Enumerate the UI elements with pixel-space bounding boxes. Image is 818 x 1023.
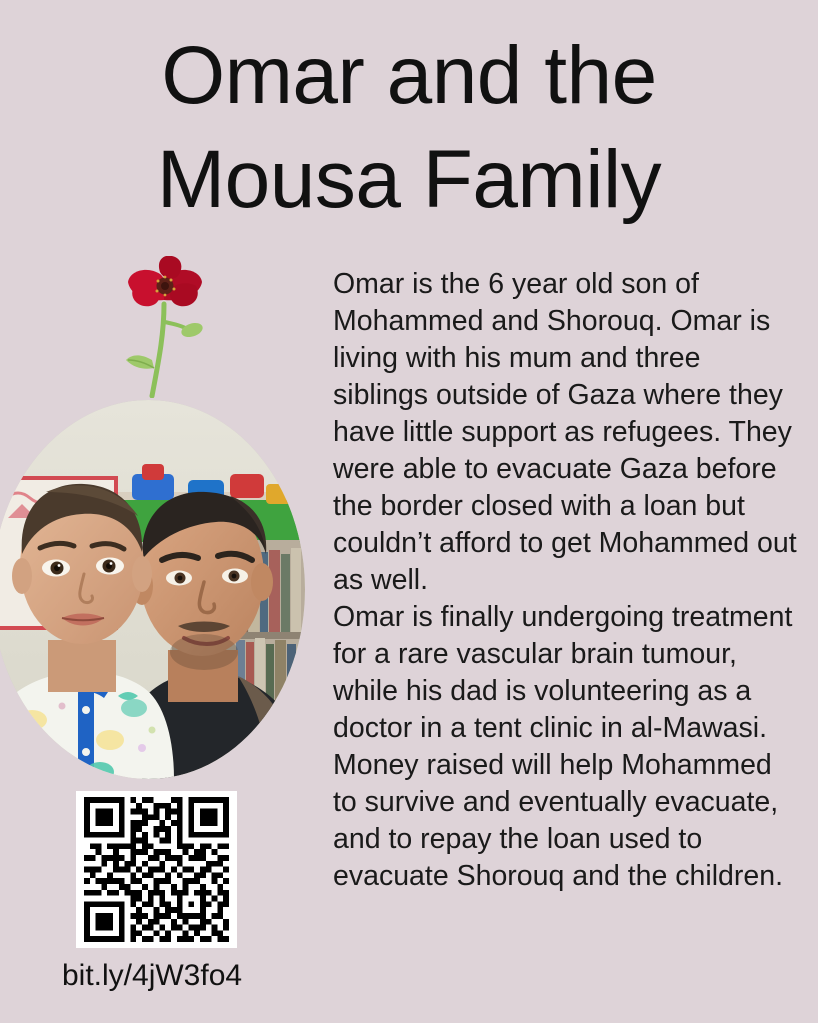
- story-text: [333, 266, 803, 895]
- page-title: [0, 24, 818, 232]
- page-title-line-1: Omar and the: [161, 30, 657, 121]
- qr-code[interactable]: [76, 791, 237, 948]
- poppy-flower-icon: [104, 256, 230, 398]
- story-paragraph-1: Omar is the 6 year old son of Mohammed and Shorouq. Omar is living with his mum and three siblings outside of Gaza where they have little support as refugees. They were able to evacuate Gaza before the border closed with a loan but couldn’t afford to get Mohammed out as well.: [333, 268, 797, 596]
- short-url-link[interactable]: bit.ly/4jW3fo4: [62, 959, 243, 992]
- story-paragraph-2: Omar is finally undergoing treatment for a rare vascular brain tumour, while his dad is volunteering as a doctor in a tent clinic in al-Mawasi. Money raised will help Mohammed to survive and eventually evacuate, and to repay the loan used to evacuate Shorouq and the children.: [333, 601, 793, 892]
- family-photo: [0, 400, 305, 779]
- page-title-line-2: Mousa Family: [156, 134, 662, 225]
- qr-code-canvas[interactable]: [84, 797, 229, 942]
